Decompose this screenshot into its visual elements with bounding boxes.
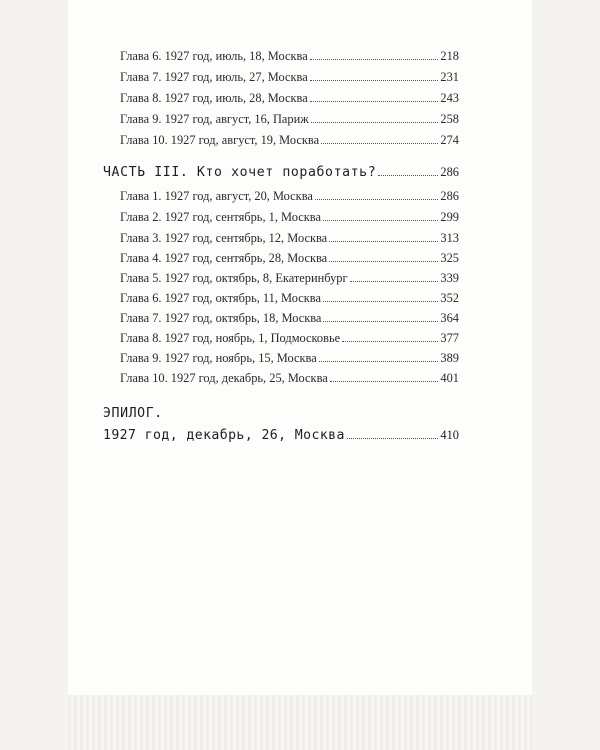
toc-entry-title: Глава 6. 1927 год, июль, 18, Москва <box>120 49 308 63</box>
toc-entry[interactable] <box>120 209 459 225</box>
leader-dots <box>378 175 438 176</box>
leader-dots <box>310 101 439 102</box>
toc-entry-title: Глава 5. 1927 год, октябрь, 8, Екатеринбург <box>120 271 348 285</box>
leader-dots <box>311 122 439 123</box>
leader-dots <box>347 438 439 439</box>
toc-entry-title: Глава 8. 1927 год, июль, 28, Москва <box>120 91 308 105</box>
leader-dots <box>323 220 438 221</box>
toc-entry-page: 243 <box>440 91 459 105</box>
toc-entry-title: Глава 9. 1927 год, август, 16, Париж <box>120 112 309 126</box>
toc-entry[interactable] <box>120 310 459 326</box>
leader-dots <box>315 199 439 200</box>
leader-dots <box>329 261 438 262</box>
toc-entry[interactable] <box>120 350 459 366</box>
toc-entry[interactable] <box>120 330 459 346</box>
toc-entry[interactable] <box>120 370 459 386</box>
leader-dots <box>330 381 439 382</box>
leader-dots <box>310 80 439 81</box>
epilogue-entry[interactable] <box>103 427 459 444</box>
leader-dots <box>329 241 438 242</box>
toc-entry[interactable] <box>120 250 459 266</box>
toc-entry-title: Глава 6. 1927 год, октябрь, 11, Москва <box>120 291 321 305</box>
toc-entry[interactable] <box>120 290 459 306</box>
toc-entry[interactable] <box>120 90 459 106</box>
toc-entry-page: 274 <box>440 133 459 147</box>
toc-entry[interactable] <box>120 132 459 148</box>
toc-entry-title: Глава 2. 1927 год, сентябрь, 1, Москва <box>120 210 321 224</box>
leader-dots <box>342 341 438 342</box>
leader-dots <box>310 59 439 60</box>
page-bottom-edge <box>68 695 532 750</box>
toc-entry[interactable] <box>120 48 459 64</box>
toc-entry-title: Глава 3. 1927 год, сентябрь, 12, Москва <box>120 231 328 245</box>
toc-entry-page: 258 <box>440 112 459 126</box>
toc-entry[interactable] <box>120 111 459 127</box>
leader-dots <box>323 321 438 322</box>
toc-entry-title: Глава 9. 1927 год, ноябрь, 15, Москва <box>120 351 317 365</box>
toc-entry-title: Глава 1. 1927 год, август, 20, Москва <box>120 189 313 203</box>
toc-entry[interactable] <box>120 270 459 286</box>
toc-entry-title: Глава 10. 1927 год, декабрь, 25, Москва <box>120 371 328 385</box>
leader-dots <box>350 281 439 282</box>
epilogue-page: 410 <box>440 428 459 442</box>
toc-entry-title: Глава 7. 1927 год, октябрь, 18, Москва <box>120 311 322 325</box>
part-page: 286 <box>440 165 459 179</box>
leader-dots <box>321 143 438 144</box>
epilogue-title: 1927 год, декабрь, 26, Москва <box>103 428 345 443</box>
toc-entry-page: 401 <box>440 371 459 385</box>
toc-entry-title: Глава 4. 1927 год, сентябрь, 28, Москва <box>120 251 328 265</box>
epilogue-heading: ЭПИЛОГ. <box>103 406 163 421</box>
part-heading[interactable] <box>103 164 459 181</box>
toc-entry[interactable] <box>120 69 459 85</box>
toc-entry-page: 339 <box>440 271 459 285</box>
toc-entry[interactable] <box>120 188 459 204</box>
toc-entry-title: Глава 8. 1927 год, ноябрь, 1, Подмосковье <box>120 331 341 345</box>
part-title: ЧАСТЬ III. Кто хочет поработать? <box>103 165 377 180</box>
toc-entry-page: 313 <box>440 231 459 245</box>
leader-dots <box>323 301 438 302</box>
toc-entry-page: 299 <box>440 210 459 224</box>
toc-entry-page: 364 <box>440 311 459 325</box>
toc-entry[interactable] <box>120 230 459 246</box>
toc-entry-page: 325 <box>440 251 459 265</box>
toc-entry-page: 389 <box>440 351 459 365</box>
toc-entry-page: 218 <box>440 49 459 63</box>
toc-entry-page: 231 <box>440 70 459 84</box>
toc-entry-page: 286 <box>440 189 459 203</box>
leader-dots <box>319 361 439 362</box>
toc-entry-page: 377 <box>440 331 459 345</box>
toc-entry-title: Глава 10. 1927 год, август, 19, Москва <box>120 133 320 147</box>
toc-entry-page: 352 <box>440 291 459 305</box>
toc-entry-title: Глава 7. 1927 год, июль, 27, Москва <box>120 70 308 84</box>
